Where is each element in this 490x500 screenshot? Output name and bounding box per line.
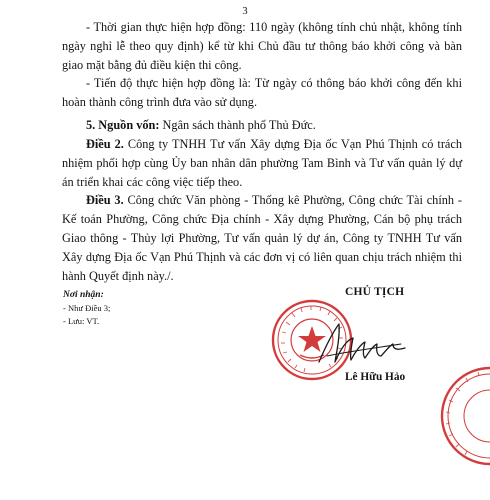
- contract-duration-paragraph: - Thời gian thực hiện hợp đồng: 110 ngày (không tính chủ nhật, không tính ngày nghỉ lễ theo quy định) kể từ khi Chủ đầu tư thông báo khởi công và bàn giao mặt bằng đủ điều kiện thi công.: [62, 20, 462, 72]
- partial-seal-icon: [432, 362, 490, 470]
- contract-schedule-paragraph: - Tiến độ thực hiện hợp đồng là: Từ ngày có thông báo khởi công đến khi hoàn thành công trình đưa vào sử dụng.: [62, 76, 462, 109]
- signature-icon: [315, 318, 415, 368]
- signer-title: CHỦ TỊCH: [345, 286, 405, 298]
- recipient-item: - Như Điều 3;: [63, 303, 111, 313]
- recipients-block: [63, 288, 263, 328]
- recipients-heading: Nơi nhận:: [63, 290, 104, 300]
- article-2-paragraph: Điều 2. Công ty TNHH Tư vấn Xây dựng Địa ốc Vạn Phú Thịnh có trách nhiệm phối hợp cùng Ủy ban nhân dân phường Tam Bình và Tư vấn quản lý dự án triển khai các công việc tiếp theo.: [62, 137, 462, 189]
- page-number: 3: [242, 6, 248, 17]
- funding-source-paragraph: 5. Nguồn vốn: Ngân sách thành phố Thủ Đức.: [86, 118, 316, 132]
- article-3-paragraph: Điều 3. Công chức Văn phòng - Thống kê Phường, Công chức Tài chính - Kế toán Phường, Công chức Địa chính - Xây dựng Phường, Cán bộ phụ trách Giao thông - Thủy lợi Phường, Tư vấn quản lý dự án, Công ty TNHH Tư vấn Xây dựng Địa ốc Vạn Phú Thịnh và các đơn vị có liên quan chịu trách nhiệm thi hành Quyết định này./.: [62, 193, 462, 283]
- signer-name: Lê Hữu Hảo: [345, 371, 406, 383]
- recipient-item: - Lưu: VT.: [63, 316, 100, 326]
